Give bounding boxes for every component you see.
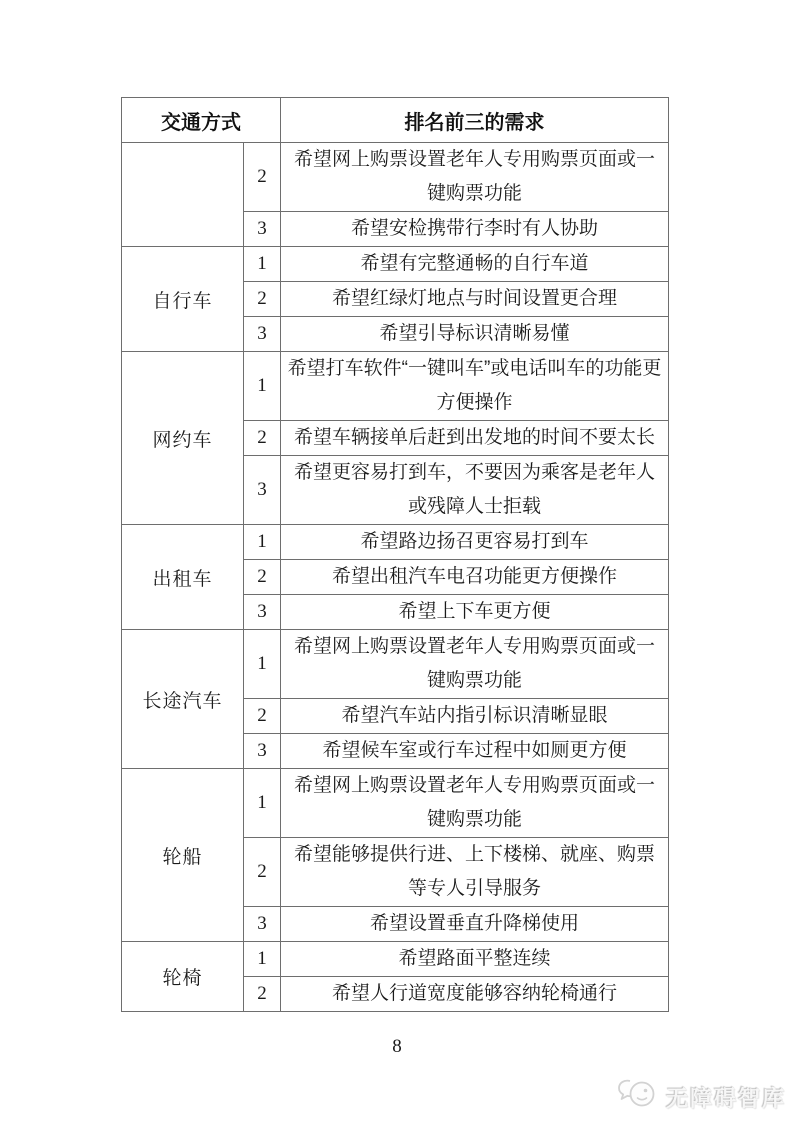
need-cell: 希望有完整通畅的自行车道 [281, 247, 669, 282]
rank-cell: 1 [244, 769, 281, 838]
rank-cell: 2 [244, 838, 281, 907]
category-cell-bicycle: 自行车 [122, 247, 244, 352]
rank-cell: 3 [244, 907, 281, 942]
rank-cell: 1 [244, 352, 281, 421]
need-cell: 希望安检携带行李时有人协助 [281, 212, 669, 247]
page-number: 8 [392, 1036, 402, 1057]
need-cell: 希望网上购票设置老年人专用购票页面或一键购票功能 [281, 143, 669, 212]
category-cell-coach: 长途汽车 [122, 630, 244, 769]
need-cell: 希望上下车更方便 [281, 595, 669, 630]
category-cell-ship: 轮船 [122, 769, 244, 942]
need-cell: 希望汽车站内指引标识清晰显眼 [281, 699, 669, 734]
table-row [122, 352, 669, 421]
table-row [122, 525, 669, 560]
rank-cell: 2 [244, 282, 281, 317]
rank-cell: 3 [244, 456, 281, 525]
rank-cell: 3 [244, 317, 281, 352]
rank-cell: 3 [244, 734, 281, 769]
table-row [122, 143, 669, 212]
header-transport-mode: 交通方式 [122, 98, 281, 143]
need-cell: 希望路面平整连续 [281, 942, 669, 977]
rank-cell: 1 [244, 247, 281, 282]
need-cell: 希望打车软件“一键叫车”或电话叫车的功能更方便操作 [281, 352, 669, 421]
header-top-needs: 排名前三的需求 [281, 98, 669, 143]
table-row [122, 769, 669, 838]
brand-watermark [617, 1078, 786, 1116]
chat-face-logo-icon [617, 1078, 657, 1116]
rank-cell: 2 [244, 699, 281, 734]
need-cell: 希望网上购票设置老年人专用购票页面或一键购票功能 [281, 769, 669, 838]
table-row [122, 630, 669, 699]
rank-cell: 2 [244, 560, 281, 595]
need-cell: 希望车辆接单后赶到出发地的时间不要太长 [281, 421, 669, 456]
need-cell: 希望红绿灯地点与时间设置更合理 [281, 282, 669, 317]
brand-watermark-text: 无障碍智库 [665, 1085, 786, 1111]
need-cell: 希望候车室或行车过程中如厕更方便 [281, 734, 669, 769]
rank-cell: 3 [244, 595, 281, 630]
need-cell: 希望引导标识清晰易懂 [281, 317, 669, 352]
rank-cell: 2 [244, 977, 281, 1012]
table-row [122, 942, 669, 977]
category-cell-ridehailing: 网约车 [122, 352, 244, 525]
need-cell: 希望更容易打到车，不要因为乘客是老年人或残障人士拒载 [281, 456, 669, 525]
rank-cell: 1 [244, 630, 281, 699]
rank-cell: 1 [244, 525, 281, 560]
need-cell: 希望网上购票设置老年人专用购票页面或一键购票功能 [281, 630, 669, 699]
rank-cell: 1 [244, 942, 281, 977]
table-row [122, 247, 669, 282]
need-cell: 希望出租汽车电召功能更方便操作 [281, 560, 669, 595]
transport-needs-table [121, 97, 669, 1012]
category-cell-wheelchair: 轮椅 [122, 942, 244, 1012]
category-cell-taxi: 出租车 [122, 525, 244, 630]
rank-cell: 3 [244, 212, 281, 247]
need-cell: 希望设置垂直升降梯使用 [281, 907, 669, 942]
category-cell-blank [122, 143, 244, 247]
rank-cell: 2 [244, 421, 281, 456]
need-cell: 希望能够提供行进、上下楼梯、就座、购票等专人引导服务 [281, 838, 669, 907]
rank-cell: 2 [244, 143, 281, 212]
need-cell: 希望路边扬召更容易打到车 [281, 525, 669, 560]
need-cell: 希望人行道宽度能够容纳轮椅通行 [281, 977, 669, 1012]
table-header-row [122, 98, 669, 143]
